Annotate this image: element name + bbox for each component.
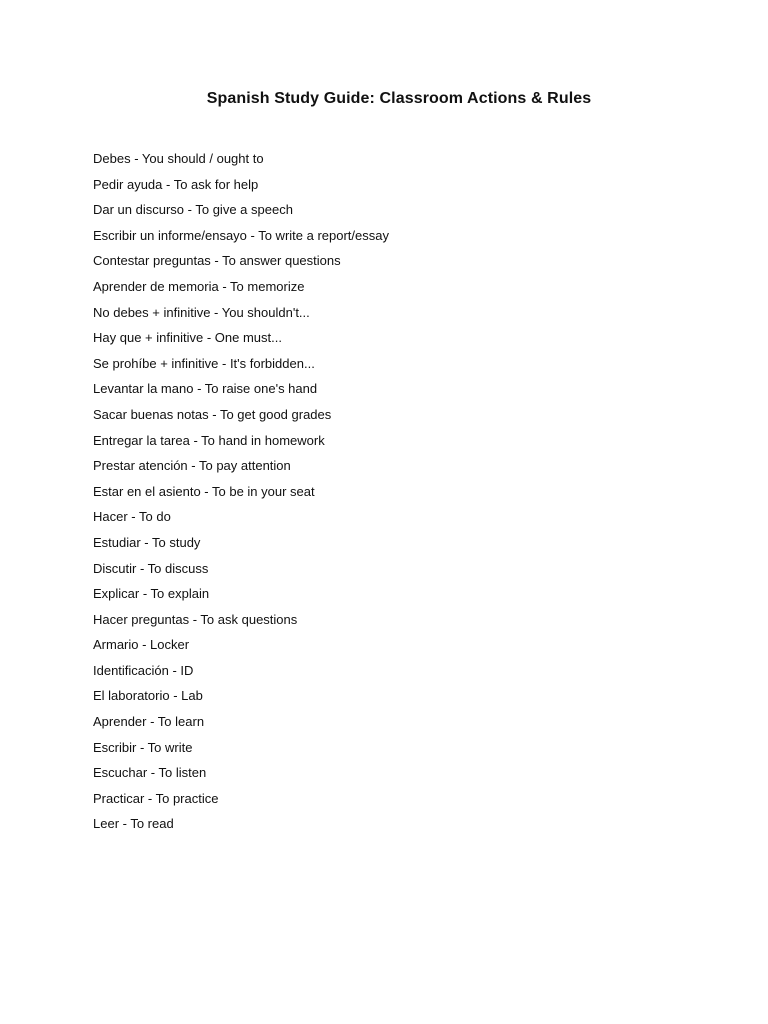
list-item: Identificación - ID	[93, 662, 194, 678]
list-item: No debes + infinitive - You shouldn't...	[93, 304, 310, 320]
list-item: Sacar buenas notas - To get good grades	[93, 406, 332, 422]
list-item: Leer - To read	[93, 816, 174, 832]
list-item: Dar un discurso - To give a speech	[93, 202, 293, 218]
list-item: Explicar - To explain	[93, 586, 210, 602]
page-title: Spanish Study Guide: Classroom Actions & Rules	[206, 90, 592, 107]
list-item: Se prohíbe + infinitive - It's forbidden...	[93, 355, 315, 371]
list-item: Entregar la tarea - To hand in homework	[93, 432, 325, 448]
list-item: Armario - Locker	[93, 637, 190, 653]
list-item: Aprender de memoria - To memorize	[93, 278, 305, 294]
list-item: Estar en el asiento - To be in your seat	[93, 483, 315, 499]
list-item: Escuchar - To listen	[93, 765, 207, 781]
list-item: Pedir ayuda - To ask for help	[93, 176, 259, 192]
list-item: Discutir - To discuss	[93, 560, 209, 576]
list-item: Debes - You should / ought to	[93, 151, 264, 166]
list-item: Escribir - To write	[93, 739, 193, 755]
list-item: Practicar - To practice	[93, 790, 219, 806]
list-item: Contestar preguntas - To answer questions	[93, 253, 341, 269]
list-item: Hacer preguntas - To ask questions	[93, 611, 298, 627]
list-item: Aprender - To learn	[93, 714, 205, 730]
list-item: Escribir un informe/ensayo - To write a report/essay	[93, 227, 389, 243]
list-item: El laboratorio - Lab	[93, 688, 203, 704]
list-item: Hacer - To do	[93, 509, 171, 525]
vocabulary-list	[93, 149, 389, 840]
list-item: Estudiar - To study	[93, 534, 201, 550]
list-item: Hay que + infinitive - One must...	[93, 330, 282, 346]
list-item: Levantar la mano - To raise one's hand	[93, 381, 318, 397]
list-item: Prestar atención - To pay attention	[93, 458, 291, 474]
